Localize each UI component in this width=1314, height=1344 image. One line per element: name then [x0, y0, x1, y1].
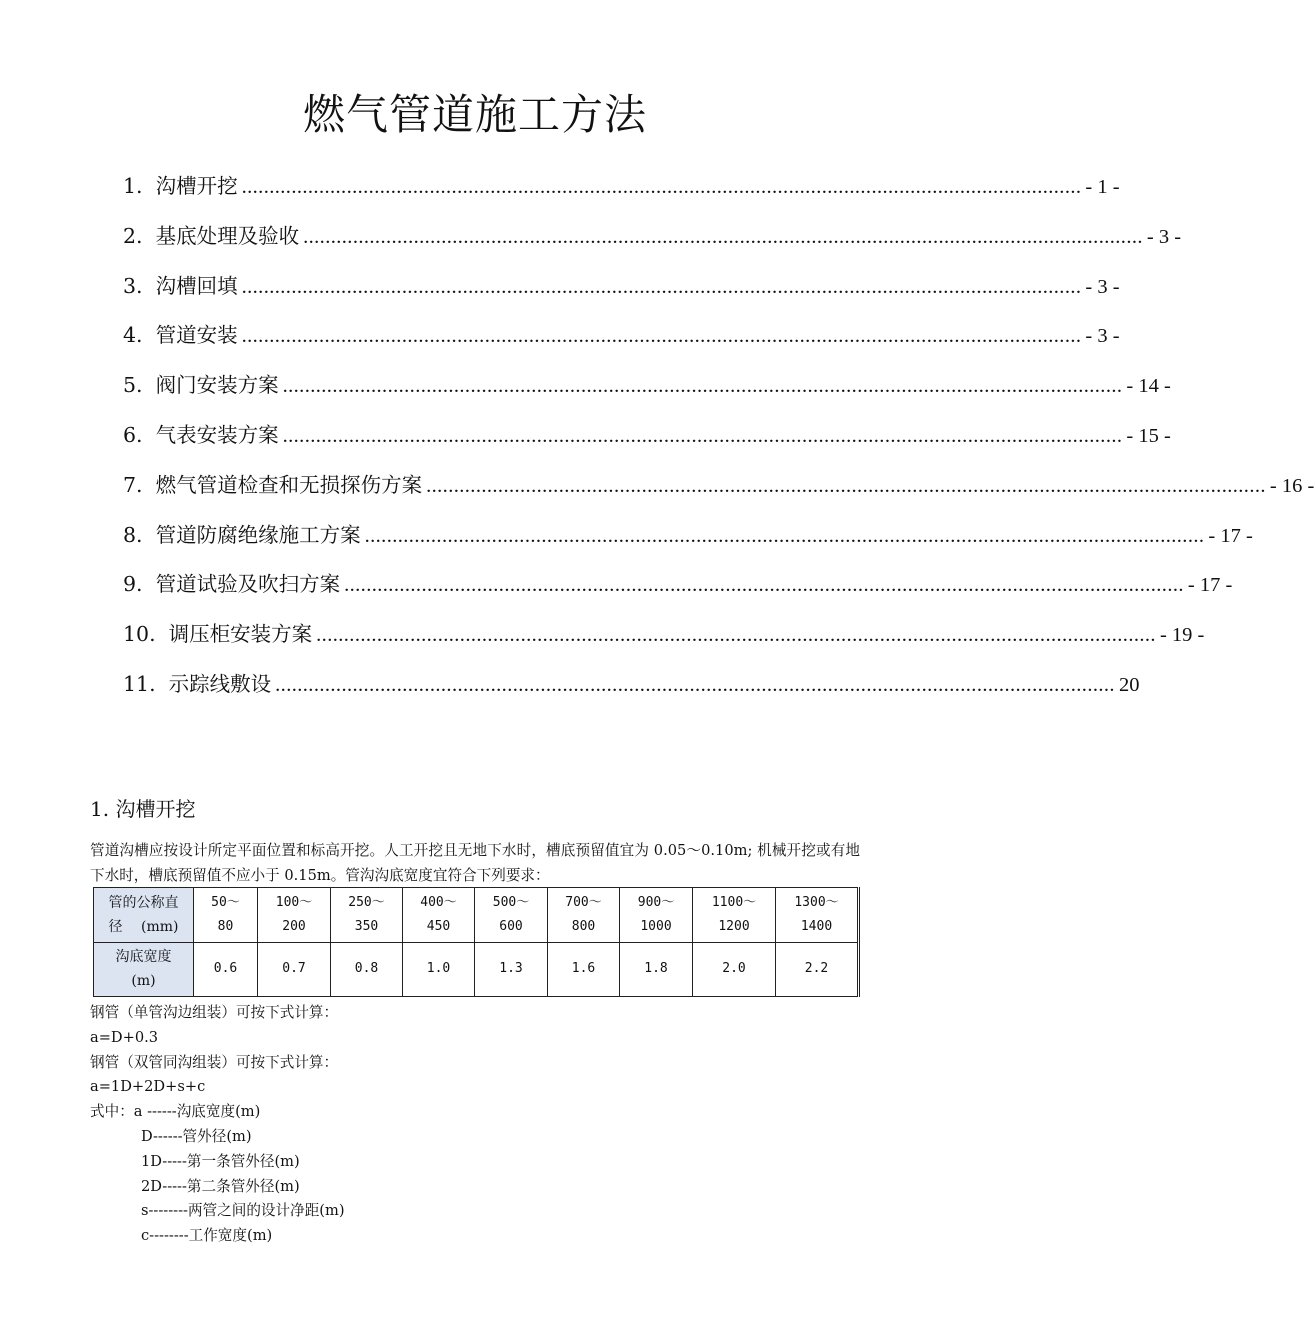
table-cell-diameter: [693, 888, 776, 943]
toc-number: 11.: [123, 671, 169, 696]
toc-leader-dots: ........................................................................................................................................................: [282, 424, 1123, 447]
toc-label: 管道试验及吹扫方案: [155, 572, 341, 597]
table-cell-diameter: [548, 888, 620, 943]
definition-line: c--------工作宽度(m): [141, 1227, 273, 1245]
toc-leader-dots: ........................................................................................................................................................: [344, 574, 1184, 597]
table-row-diameter: [94, 888, 859, 943]
cell-text: 1200: [718, 918, 750, 934]
formula: a=1D+2D+s+c: [90, 1078, 206, 1096]
toc-label: 管道防腐绝缘施工方案: [155, 522, 361, 547]
cell-text: 1400: [800, 918, 833, 934]
cell-text: 800: [571, 918, 596, 934]
table-cell-width: 1.0: [403, 942, 475, 997]
toc-page-number: - 15 -: [1126, 424, 1171, 447]
trench-width-table: [93, 887, 860, 997]
toc-page-number: - 17 -: [1187, 574, 1233, 597]
text-line: 钢管（双管同沟组装）可按下式计算：: [90, 1053, 339, 1071]
definition-line: D------管外径(m): [141, 1127, 252, 1145]
cell-text: 350: [354, 918, 379, 934]
definition-line: s--------两管之间的设计净距(m): [141, 1202, 345, 1220]
table-row-width: [94, 942, 859, 997]
cell-text: 80: [217, 918, 234, 934]
cell-text: 400～: [420, 894, 457, 910]
toc-entry[interactable]: [123, 616, 1205, 666]
section-heading: 1. 沟槽开挖: [90, 797, 196, 821]
header-text: 管的公称直: [108, 894, 179, 911]
table-header-diameter: [94, 888, 194, 943]
toc-label: 燃气管道检查和无损探伤方案: [155, 472, 423, 497]
toc-number: 5.: [123, 373, 156, 398]
toc-leader-dots: ........................................................................................................................................................: [241, 325, 1082, 348]
toc-entry[interactable]: [123, 417, 1171, 467]
toc-label: 示踪线敷设: [168, 671, 272, 696]
table-cell-diameter: [776, 888, 859, 943]
toc-entry[interactable]: [123, 566, 1233, 616]
table-of-contents: [123, 168, 1314, 716]
toc-label: 沟槽开挖: [155, 174, 238, 198]
section-paragraph: 管道沟槽应按设计所定平面位置和标高开挖。人工开挖且无地下水时，槽底预留值宜为 0.05～0.10m; 机械开挖或有地下水时，槽底预留值不应小于 0.15m。管沟沟底宽度宜符合下列要求：: [90, 842, 860, 884]
cell-text: 900～: [637, 894, 675, 910]
toc-number: 8.: [123, 522, 156, 547]
toc-number: 3.: [123, 273, 156, 298]
table-cell-diameter: [331, 888, 403, 943]
toc-entry[interactable]: [123, 666, 1140, 716]
toc-number: 4.: [123, 323, 156, 348]
toc-page-number: - 3 -: [1146, 225, 1182, 248]
toc-entry[interactable]: [123, 517, 1253, 567]
toc-leader-dots: ........................................................................................................................................................: [364, 524, 1205, 547]
cell-text: 500～: [492, 894, 530, 910]
cell-text: 100～: [275, 894, 313, 910]
table-cell-diameter: [194, 888, 258, 943]
toc-entry[interactable]: [123, 467, 1314, 517]
formula-block: [90, 1001, 345, 1249]
toc-number: 1.: [123, 174, 156, 198]
toc-page-number: - 1 -: [1085, 176, 1120, 198]
definition-line: 式中：a ------沟底宽度(m): [90, 1103, 261, 1121]
toc-page-number: - 19 -: [1159, 624, 1205, 647]
toc-number: 9.: [123, 572, 156, 597]
toc-label: 沟槽回填: [155, 273, 238, 298]
toc-page-number: - 17 -: [1208, 524, 1253, 547]
cell-text: 1000: [640, 918, 672, 934]
toc-entry[interactable]: [123, 367, 1171, 417]
toc-leader-dots: ........................................................................................................................................................: [241, 176, 1082, 198]
toc-leader-dots: ........................................................................................................................................................: [241, 275, 1082, 298]
toc-leader-dots: ........................................................................................................................................................: [275, 673, 1115, 696]
table-cell-width: 1.8: [620, 942, 693, 997]
formula: a=D+0.3: [90, 1028, 159, 1046]
header-text: 径 (mm): [108, 918, 179, 935]
table-cell-width: 2.0: [693, 942, 776, 997]
toc-page-number: - 16 -: [1269, 474, 1314, 497]
toc-leader-dots: ........................................................................................................................................................: [316, 624, 1156, 647]
table-cell-width: 0.6: [194, 942, 258, 997]
cell-text: 200: [282, 918, 306, 934]
cell-text: 450: [426, 918, 451, 934]
toc-number: 6.: [123, 422, 156, 447]
toc-number: 2.: [123, 223, 156, 248]
table-cell-width: 0.8: [331, 942, 403, 997]
table-cell-width: 1.3: [475, 942, 548, 997]
toc-entry[interactable]: [123, 317, 1120, 367]
toc-page-number: - 3 -: [1085, 275, 1120, 298]
definition-line: 2D-----第二条管外径(m): [141, 1177, 300, 1195]
cell-text: 1100～: [711, 894, 757, 910]
toc-entry[interactable]: [123, 268, 1120, 318]
toc-leader-dots: ........................................................................................................................................................: [426, 474, 1266, 497]
definition-line: 1D-----第一条管外径(m): [141, 1152, 300, 1170]
toc-entry[interactable]: [123, 168, 1120, 218]
cell-text: 1300～: [794, 894, 839, 910]
cell-text: 250～: [348, 894, 385, 910]
toc-entry[interactable]: [123, 218, 1182, 268]
toc-leader-dots: ........................................................................................................................................................: [303, 225, 1143, 248]
text-line: 钢管（单管沟边组装）可按下式计算：: [90, 1004, 339, 1021]
table-cell-diameter: [258, 888, 331, 943]
header-text: (m): [131, 973, 156, 990]
toc-number: 7.: [123, 472, 156, 497]
table-cell-diameter: [620, 888, 693, 943]
toc-leader-dots: ........................................................................................................................................................: [282, 375, 1123, 398]
cell-text: 50～: [211, 894, 240, 910]
table-cell-diameter: [475, 888, 548, 943]
toc-label: 基底处理及验收: [155, 223, 300, 248]
toc-label: 阀门安装方案: [155, 373, 279, 398]
table-cell-width: 1.6: [548, 942, 620, 997]
toc-label: 气表安装方案: [155, 422, 279, 447]
cell-text: 600: [499, 918, 523, 934]
toc-page-number: - 14 -: [1126, 375, 1171, 398]
toc-page-number: 20: [1118, 673, 1140, 696]
document-title: 燃气管道施工方法: [302, 90, 647, 139]
cell-text: 700～: [565, 894, 602, 910]
toc-label: 调压柜安装方案: [168, 622, 313, 647]
toc-number: 10.: [123, 622, 169, 647]
table-cell-diameter: [403, 888, 475, 943]
toc-page-number: - 3 -: [1085, 325, 1120, 348]
table-cell-width: 2.2: [776, 942, 859, 997]
table-cell-width: 0.7: [258, 942, 331, 997]
table-header-width: [94, 942, 194, 997]
header-text: 沟底宽度: [115, 949, 172, 966]
toc-label: 管道安装: [155, 323, 238, 348]
